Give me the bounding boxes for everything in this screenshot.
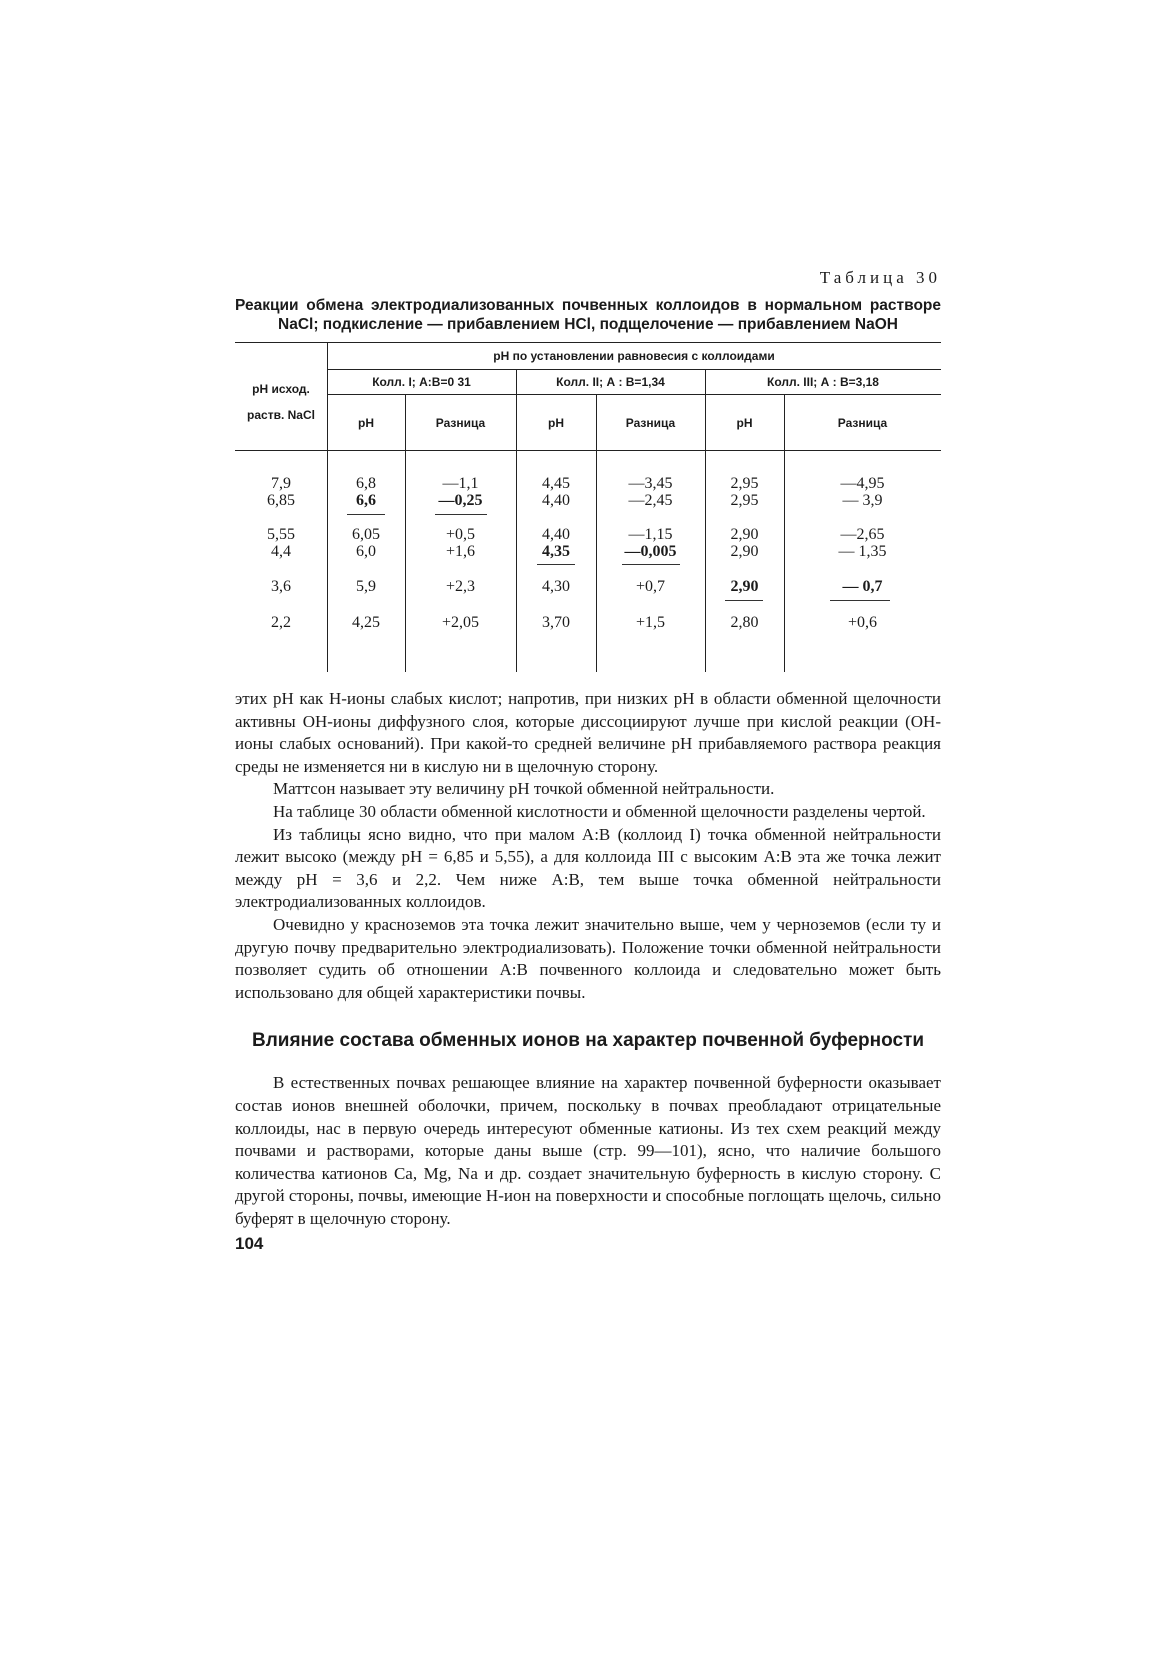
neutrality-line: [347, 514, 385, 515]
paragraph: Из таблицы ясно видно, что при малом А:В (коллоид I) точка обменной нейтральности лежит высоко (между pH = 6,85 и 5,55), а для коллоида III с высоким А:В эта же точка лежит между pH = 3,6 и 2,2. Чем ниже А:В, тем выше точка обменной нейтральности электродиализованных коллоидов.: [235, 824, 941, 912]
paragraph: В естественных почвах решающее влияние на характер почвенной буферности оказывает состав ионов внешней оболочки, причем, поскольку в почвах преобладают отрицательные коллоиды, нас в первую очередь интересуют обменные катионы. Из тех схем реакций между почвами и растворами, которые даны выше (стр. 99—101), ясно, что наличие большого количества катионов Ca, Mg, Na и др. создает значительную буферность в кислую сторону. С другой стороны, почвы, имеющие H-ион на поверхности и способные поглощать щелочь, сильно буферят в щелочную сторону.: [235, 1073, 941, 1228]
table-cell: 4,40: [542, 492, 570, 509]
table-cell: —4,95: [840, 475, 885, 492]
table-cell: 2,90: [730, 543, 759, 560]
table-cell: —1,1: [442, 475, 479, 492]
table-cell: +1,5: [635, 614, 666, 631]
section-text: [235, 1072, 941, 1230]
table-cell: +0,6: [847, 614, 878, 631]
paragraph: Очевидно у красноземов эта точка лежит значительно выше, чем у черноземов (если ту и другую почву предварительно электродиализовать). Положение точки обменной нейтральности позволяет судить об отношении А:В почвенного коллоида и следовательно может быть использовано для общей характеристики почвы.: [235, 914, 941, 1002]
header-ph-2: pH: [548, 416, 564, 430]
table-cell: 5,55: [267, 526, 295, 543]
table-cell: 6,85: [267, 492, 295, 509]
table-cell: 3,70: [542, 614, 570, 631]
header-diff-1: Разница: [435, 416, 486, 430]
table-cell: 4,4: [271, 543, 291, 560]
table-cell: 4,30: [542, 578, 570, 595]
page-number: 104: [235, 1234, 264, 1254]
table-cell: 4,35: [542, 543, 570, 560]
section-heading: Влияние состава обменных ионов на характер почвенной буферности: [251, 1030, 925, 1052]
table-cell: —2,45: [628, 492, 673, 509]
body-text: [235, 688, 941, 1004]
table-cell: —0,005: [624, 543, 677, 560]
table-cell: 4,45: [542, 475, 570, 492]
header-ph-3: pH: [736, 416, 753, 430]
table-cell: +1,6: [445, 543, 476, 560]
table-cell: 2,90: [730, 526, 759, 543]
neutrality-line: [830, 600, 890, 601]
header-initial-ph-line2: раств. NaCl: [247, 408, 315, 422]
table-cell: —2,65: [840, 526, 885, 543]
paragraph: этих pH как H-ионы слабых кислот; напротив, при низких pH в области обменной щелочности активны OH-ионы диффузного слоя, которые диссоциируют лучше при кислой реакции (OH-ионы слабых оснований). При какой-то средней величине pH прибавляемого раствора реакция среды не изменяется ни в кислую ни в щелочную сторону.: [235, 689, 941, 776]
table-cell: 6,8: [356, 475, 376, 492]
table-cell: 6,0: [356, 543, 376, 560]
header-diff-3: Разница: [837, 416, 888, 430]
table-cell: — 3,9: [842, 492, 883, 509]
table-cell: 5,9: [356, 578, 376, 595]
table-cell: 6,05: [352, 526, 380, 543]
header-ph-1: pH: [358, 416, 374, 430]
header-initial-ph-line1: pH исход.: [252, 382, 310, 396]
table-cell: —3,45: [628, 475, 673, 492]
table-cell: 4,25: [352, 614, 380, 631]
paragraph: Маттсон называет эту величину pH точкой обменной нейтральности.: [273, 779, 775, 799]
header-colloid-3: Колл. III; А : В=3,18: [767, 375, 879, 389]
table-cell: — 0,7: [842, 578, 883, 595]
table-cell: — 1,35: [838, 543, 887, 560]
neutrality-line: [435, 514, 487, 515]
table-caption: Реакции обмена электродиализованных почвенных коллоидов в нормальном растворе NaCl; подкисление — прибавлением HCl, подщелочение — прибавлением NaOH: [235, 297, 941, 333]
header-diff-2: Разница: [625, 416, 676, 430]
table-cell: 2,80: [730, 614, 759, 631]
table-cell: 2,95: [730, 492, 759, 509]
header-colloid-1: Колл. I; А:В=0 31: [372, 375, 471, 389]
page: [235, 268, 941, 1254]
neutrality-line: [537, 564, 575, 565]
table-number: Таблица 30: [819, 268, 941, 287]
table-cell: +0,7: [635, 578, 666, 595]
header-group: pH по установлении равновесия с коллоидами: [493, 349, 775, 363]
table-cell: 2,2: [271, 614, 291, 631]
table-cell: +2,05: [441, 614, 480, 631]
table-cell: 3,6: [271, 578, 291, 595]
table-cell: 4,40: [542, 526, 570, 543]
paragraph: На таблице 30 области обменной кислотности и обменной щелочности разделены чертой.: [273, 801, 926, 821]
table-cell: 2,90: [730, 578, 759, 595]
table-cell: —0,25: [438, 492, 483, 509]
table-cell: 7,9: [271, 475, 291, 492]
table-cell: +0,5: [445, 526, 476, 543]
data-table: [235, 342, 941, 672]
neutrality-line: [622, 564, 680, 565]
header-colloid-2: Колл. II; А : В=1,34: [556, 375, 665, 389]
table-cell: 6,6: [356, 492, 376, 509]
table-cell: —1,15: [628, 526, 673, 543]
table-cell: 2,95: [730, 475, 759, 492]
neutrality-line: [725, 600, 763, 601]
table-cell: +2,3: [445, 578, 476, 595]
